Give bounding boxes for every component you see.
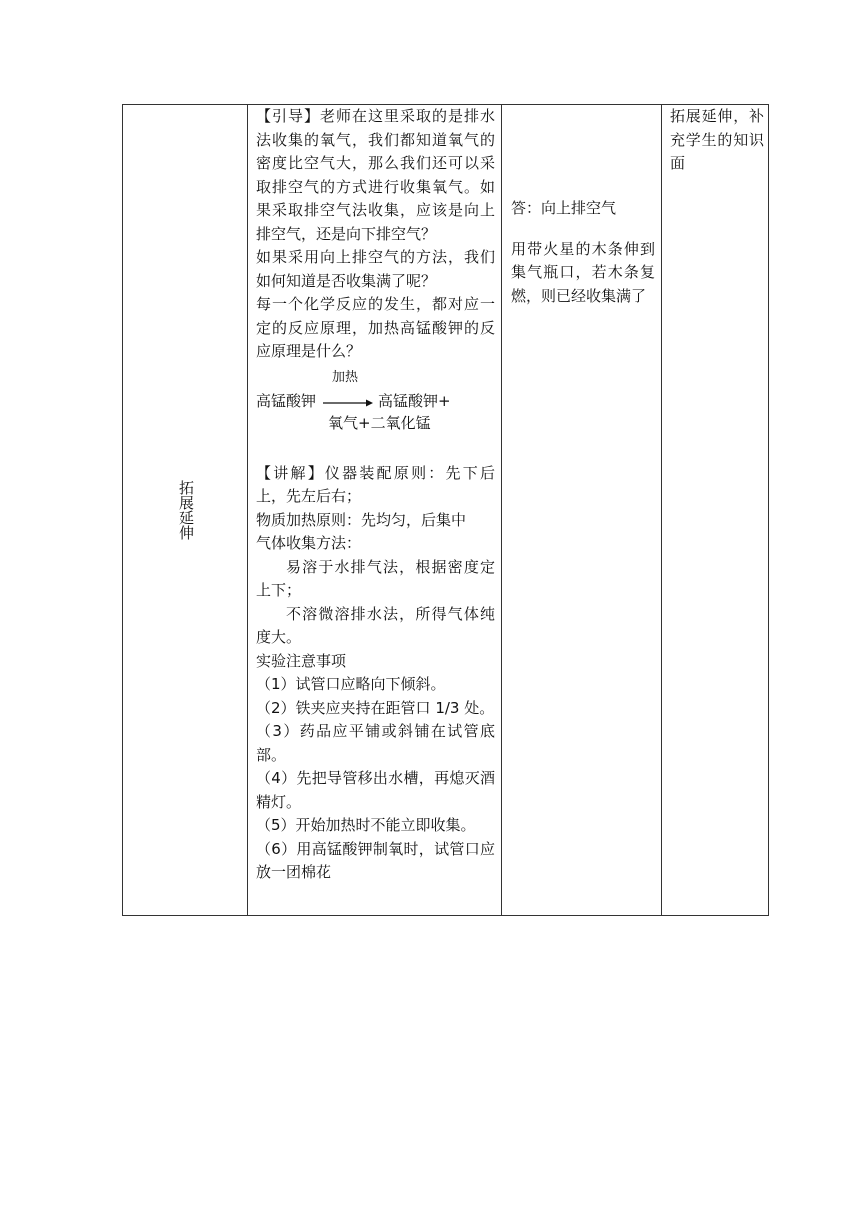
list-item: （5）开始加热时不能立即收集。 [256, 816, 476, 834]
insoluble-rule: 不溶微溶排水法，所得气体纯度大。 [256, 604, 495, 646]
question-full-check: 如果采用向上排空气的方法，我们如何知道是否收集满了呢？ [256, 248, 495, 290]
student-answer-2: 用带火星的木条伸到集气瓶口，若木条复燃，则已经收集满了 [511, 239, 655, 305]
gas-collection-method: 气体收集方法： [256, 534, 362, 552]
lecture-paragraph: 【讲解】仪器装配原则：先下后上，先左后右； [256, 463, 495, 505]
question-reaction-principle: 每一个化学反应的发生，都对应一定的反应原理，加热高锰酸钾的反应原理是什么？ [256, 295, 495, 360]
equation-product-line2: 氧气+二氧化锰 [328, 413, 431, 432]
list-item: （1）试管口应略向下倾斜。 [256, 675, 446, 693]
stage-cell [123, 105, 248, 916]
student-activity-cell [502, 105, 662, 916]
equation-condition: 加热 [332, 369, 359, 385]
notes-title: 实验注意事项 [256, 651, 347, 670]
reaction-equation [248, 369, 501, 436]
soluble-rule: 易溶于水排气法，根据密度定上下； [256, 557, 495, 599]
reaction-arrow-icon [322, 398, 374, 408]
heating-principle: 物质加热原则：先均匀，后集中 [256, 510, 467, 529]
student-answer-1: 答：向上排空气 [511, 199, 617, 217]
equation-product-line1: 高锰酸钾+ [378, 391, 451, 410]
design-intent-cell [662, 105, 769, 916]
equation-reactant: 高锰酸钾 [256, 391, 317, 410]
list-item: （4）先把导管移出水槽，再熄灭酒精灯。 [256, 769, 495, 811]
lesson-plan-table [122, 104, 769, 916]
table-row [123, 105, 769, 916]
list-item: （2）铁夹应夹持在距管口 1/3 处。 [256, 698, 495, 717]
stage-label: 拓展延伸 [177, 480, 195, 540]
lead-paragraph: 【引导】老师在这里采取的是排水法收集的氧气，我们都知道氧气的密度比空气大，那么我们还可以采取排空气的方式进行收集氧气。如果采取排空气法收集，应该是向上排空气，还是向下排空气？ [256, 107, 495, 243]
teacher-activity-cell [248, 105, 502, 916]
list-item: （6）用高锰酸钾制氧时，试管口应放一团棉花 [256, 839, 495, 881]
design-intent-text: 拓展延伸，补充学生的知识面 [670, 107, 764, 172]
list-item: （3）药品应平铺或斜铺在试管底部。 [256, 722, 495, 764]
